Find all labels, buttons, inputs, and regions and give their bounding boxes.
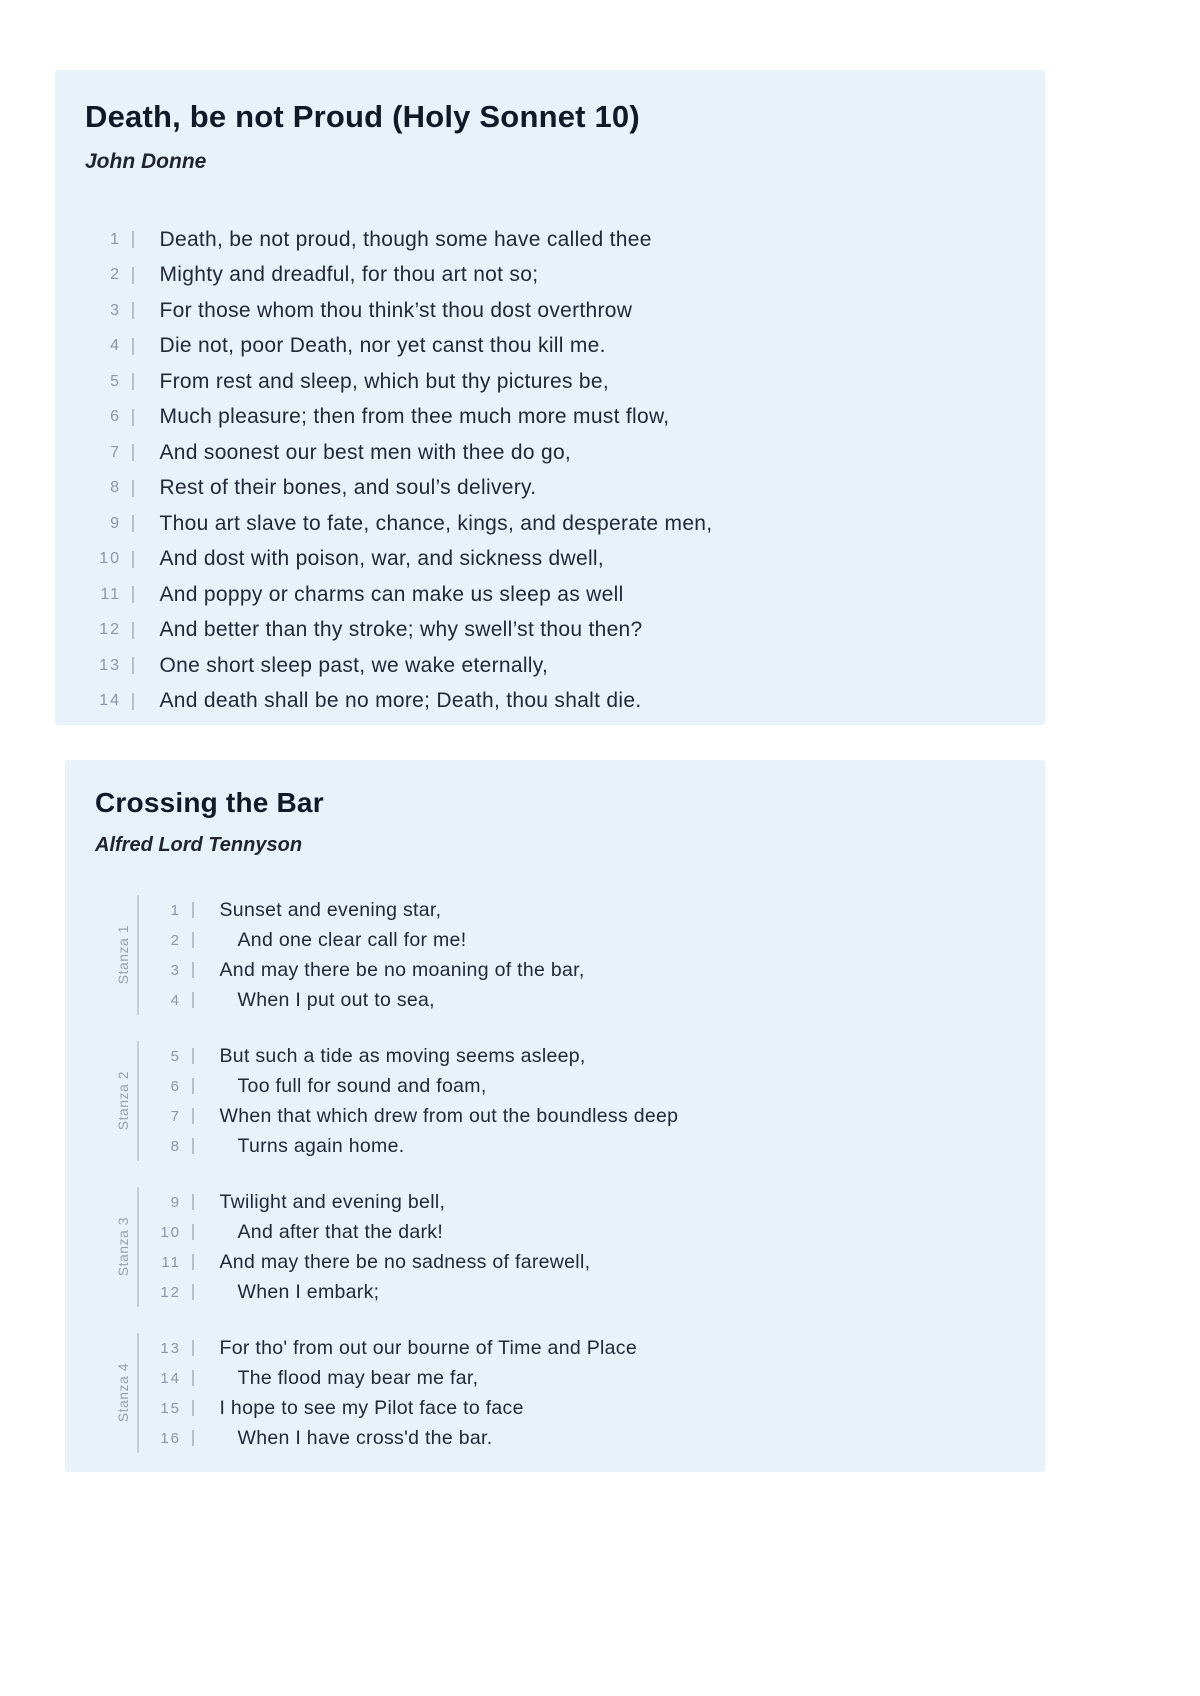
poem-title: Death, be not Proud (Holy Sonnet 10) — [85, 99, 640, 134]
line-separator — [132, 267, 134, 284]
line-number: 11 — [100, 585, 121, 603]
line-number: 1 — [110, 230, 121, 248]
line-text: But such a tide as moving seems asleep, — [219, 1044, 586, 1067]
line-number: 4 — [110, 337, 121, 355]
line-separator — [192, 1224, 194, 1241]
poem-line — [85, 542, 1015, 578]
poem-author: Alfred Lord Tennyson — [95, 834, 303, 856]
poem-line — [139, 925, 1015, 955]
line-text: Much pleasure; then from thee much more must flow, — [159, 405, 670, 429]
line-number: 14 — [160, 1369, 181, 1387]
line-text: And poppy or charms can make us sleep as well — [159, 582, 624, 606]
line-number: 7 — [170, 1107, 181, 1125]
line-text: Sunset and evening star, — [219, 898, 442, 921]
line-number: 4 — [170, 991, 181, 1009]
poem-line — [85, 613, 1015, 649]
line-separator — [192, 1194, 194, 1211]
stanza-label: Stanza 2 — [115, 1071, 131, 1131]
line-separator — [192, 1138, 194, 1155]
poem-author: John Donne — [85, 150, 207, 173]
poem-line — [85, 293, 1015, 329]
poem-line — [139, 1423, 1015, 1453]
line-number: 15 — [160, 1399, 181, 1417]
stanza — [95, 1187, 1015, 1307]
line-separator — [132, 515, 134, 532]
stanza-label-column — [95, 1333, 139, 1453]
stanza — [95, 895, 1015, 1015]
poem-line — [85, 364, 1015, 400]
line-number: 5 — [110, 372, 121, 390]
line-separator — [192, 1340, 194, 1357]
line-number: 10 — [99, 550, 121, 568]
line-number: 2 — [170, 931, 181, 949]
line-text: When I have cross'd the bar. — [237, 1426, 493, 1449]
poem-line — [139, 895, 1015, 925]
stanza — [85, 222, 1015, 719]
line-number: 8 — [110, 479, 121, 497]
line-text: I hope to see my Pilot face to face — [219, 1396, 524, 1419]
line-separator — [192, 1400, 194, 1417]
line-text: Die not, poor Death, nor yet canst thou kill me. — [159, 334, 606, 358]
poem-line — [85, 648, 1015, 684]
poem-line — [139, 1187, 1015, 1217]
line-separator — [192, 1254, 194, 1271]
stanza-lines — [139, 1333, 1015, 1453]
stanza-lines — [139, 1041, 1015, 1161]
poem-line — [85, 222, 1015, 258]
poem-line — [139, 985, 1015, 1015]
line-number: 14 — [99, 692, 121, 710]
line-text: For tho' from out our bourne of Time and Place — [219, 1336, 637, 1359]
line-separator — [192, 1108, 194, 1125]
poem-line — [139, 1217, 1015, 1247]
line-text: Too full for sound and foam, — [237, 1074, 487, 1097]
poem-body — [95, 895, 1015, 1453]
line-separator — [132, 551, 134, 568]
line-number: 7 — [110, 443, 121, 461]
poem-line — [139, 1101, 1015, 1131]
poem-line — [139, 1333, 1015, 1363]
poem-line — [139, 1247, 1015, 1277]
line-separator — [132, 302, 134, 319]
stanza-lines — [139, 895, 1015, 1015]
stanza-lines — [139, 1187, 1015, 1307]
line-number: 12 — [99, 621, 121, 639]
stanza-label-column — [95, 895, 139, 1015]
line-text: Rest of their bones, and soul’s delivery. — [159, 476, 537, 500]
poem-line — [85, 471, 1015, 507]
stanza-label: Stanza 1 — [115, 925, 131, 985]
poem-line — [139, 1071, 1015, 1101]
line-separator — [192, 902, 194, 919]
poem-line — [85, 684, 1015, 720]
line-number: 11 — [161, 1253, 181, 1271]
line-text: For those whom thou think’st thou dost overthrow — [159, 298, 633, 322]
stanza — [95, 1333, 1015, 1453]
poem-line — [85, 400, 1015, 436]
line-separator — [132, 480, 134, 497]
line-number: 6 — [110, 408, 121, 426]
poem-title: Crossing the Bar — [95, 787, 324, 818]
line-text: And one clear call for me! — [237, 928, 467, 951]
poem-line — [85, 329, 1015, 365]
poem-line — [139, 1131, 1015, 1161]
poem-line — [85, 435, 1015, 471]
line-text: The flood may bear me far, — [237, 1366, 479, 1389]
line-number: 9 — [110, 514, 121, 532]
line-text: When I embark; — [237, 1280, 380, 1303]
line-separator — [192, 1078, 194, 1095]
poem-line — [139, 1363, 1015, 1393]
line-separator — [132, 586, 134, 603]
line-number: 9 — [170, 1193, 181, 1211]
stanza-label-column — [95, 1187, 139, 1307]
poem-line — [139, 955, 1015, 985]
line-separator — [132, 409, 134, 426]
poem-line — [85, 258, 1015, 294]
poem-line — [85, 577, 1015, 613]
line-number: 3 — [170, 961, 181, 979]
line-text: And dost with poison, war, and sickness dwell, — [159, 547, 605, 571]
line-separator — [192, 962, 194, 979]
poem-line — [139, 1041, 1015, 1071]
stanza-label-column — [95, 1041, 139, 1161]
stanza-label: Stanza 4 — [115, 1363, 131, 1423]
line-separator — [132, 373, 134, 390]
line-text: Twilight and evening bell, — [219, 1190, 446, 1213]
line-separator — [192, 1048, 194, 1065]
line-separator — [132, 338, 134, 355]
line-text: And may there be no moaning of the bar, — [219, 958, 585, 981]
line-separator — [132, 622, 134, 639]
line-number: 8 — [170, 1137, 181, 1155]
line-number: 10 — [160, 1223, 181, 1241]
poem-line — [139, 1393, 1015, 1423]
line-text: From rest and sleep, which but thy pictures be, — [159, 369, 609, 393]
line-text: Thou art slave to fate, chance, kings, and desperate men, — [159, 511, 713, 535]
stanza — [95, 1041, 1015, 1161]
line-number: 16 — [160, 1429, 181, 1447]
line-separator — [132, 231, 134, 248]
line-text: And death shall be no more; Death, thou shalt die. — [159, 689, 642, 713]
line-text: And better than thy stroke; why swell’st thou then? — [159, 618, 643, 642]
poem-body — [85, 222, 1015, 719]
poem-line — [85, 506, 1015, 542]
line-number: 13 — [99, 656, 121, 674]
line-number: 13 — [160, 1339, 181, 1357]
poem-card-crossing-the-bar — [65, 760, 1045, 1472]
line-text: Mighty and dreadful, for thou art not so; — [159, 263, 539, 287]
line-text: And soonest our best men with thee do go, — [159, 440, 572, 464]
stanza-label: Stanza 3 — [115, 1217, 131, 1277]
line-separator — [192, 1284, 194, 1301]
line-separator — [192, 1430, 194, 1447]
line-text: When that which drew from out the boundless deep — [219, 1104, 679, 1127]
line-number: 5 — [170, 1047, 181, 1065]
line-number: 3 — [110, 301, 121, 319]
poem-line — [139, 1277, 1015, 1307]
line-text: Death, be not proud, though some have called thee — [159, 227, 652, 251]
line-text: One short sleep past, we wake eternally, — [159, 653, 549, 677]
stanza-lines — [85, 222, 1015, 719]
line-text: Turns again home. — [237, 1134, 405, 1157]
line-separator — [192, 932, 194, 949]
line-text: And after that the dark! — [237, 1220, 444, 1243]
line-number: 1 — [170, 901, 181, 919]
line-separator — [132, 693, 134, 710]
line-text: When I put out to sea, — [237, 988, 435, 1011]
line-separator — [132, 657, 134, 674]
line-number: 12 — [160, 1283, 181, 1301]
poem-card-holy-sonnet — [55, 70, 1045, 725]
line-number: 6 — [170, 1077, 181, 1095]
line-separator — [132, 444, 134, 461]
line-number: 2 — [110, 266, 121, 284]
line-separator — [192, 992, 194, 1009]
line-text: And may there be no sadness of farewell, — [219, 1250, 591, 1273]
line-separator — [192, 1370, 194, 1387]
